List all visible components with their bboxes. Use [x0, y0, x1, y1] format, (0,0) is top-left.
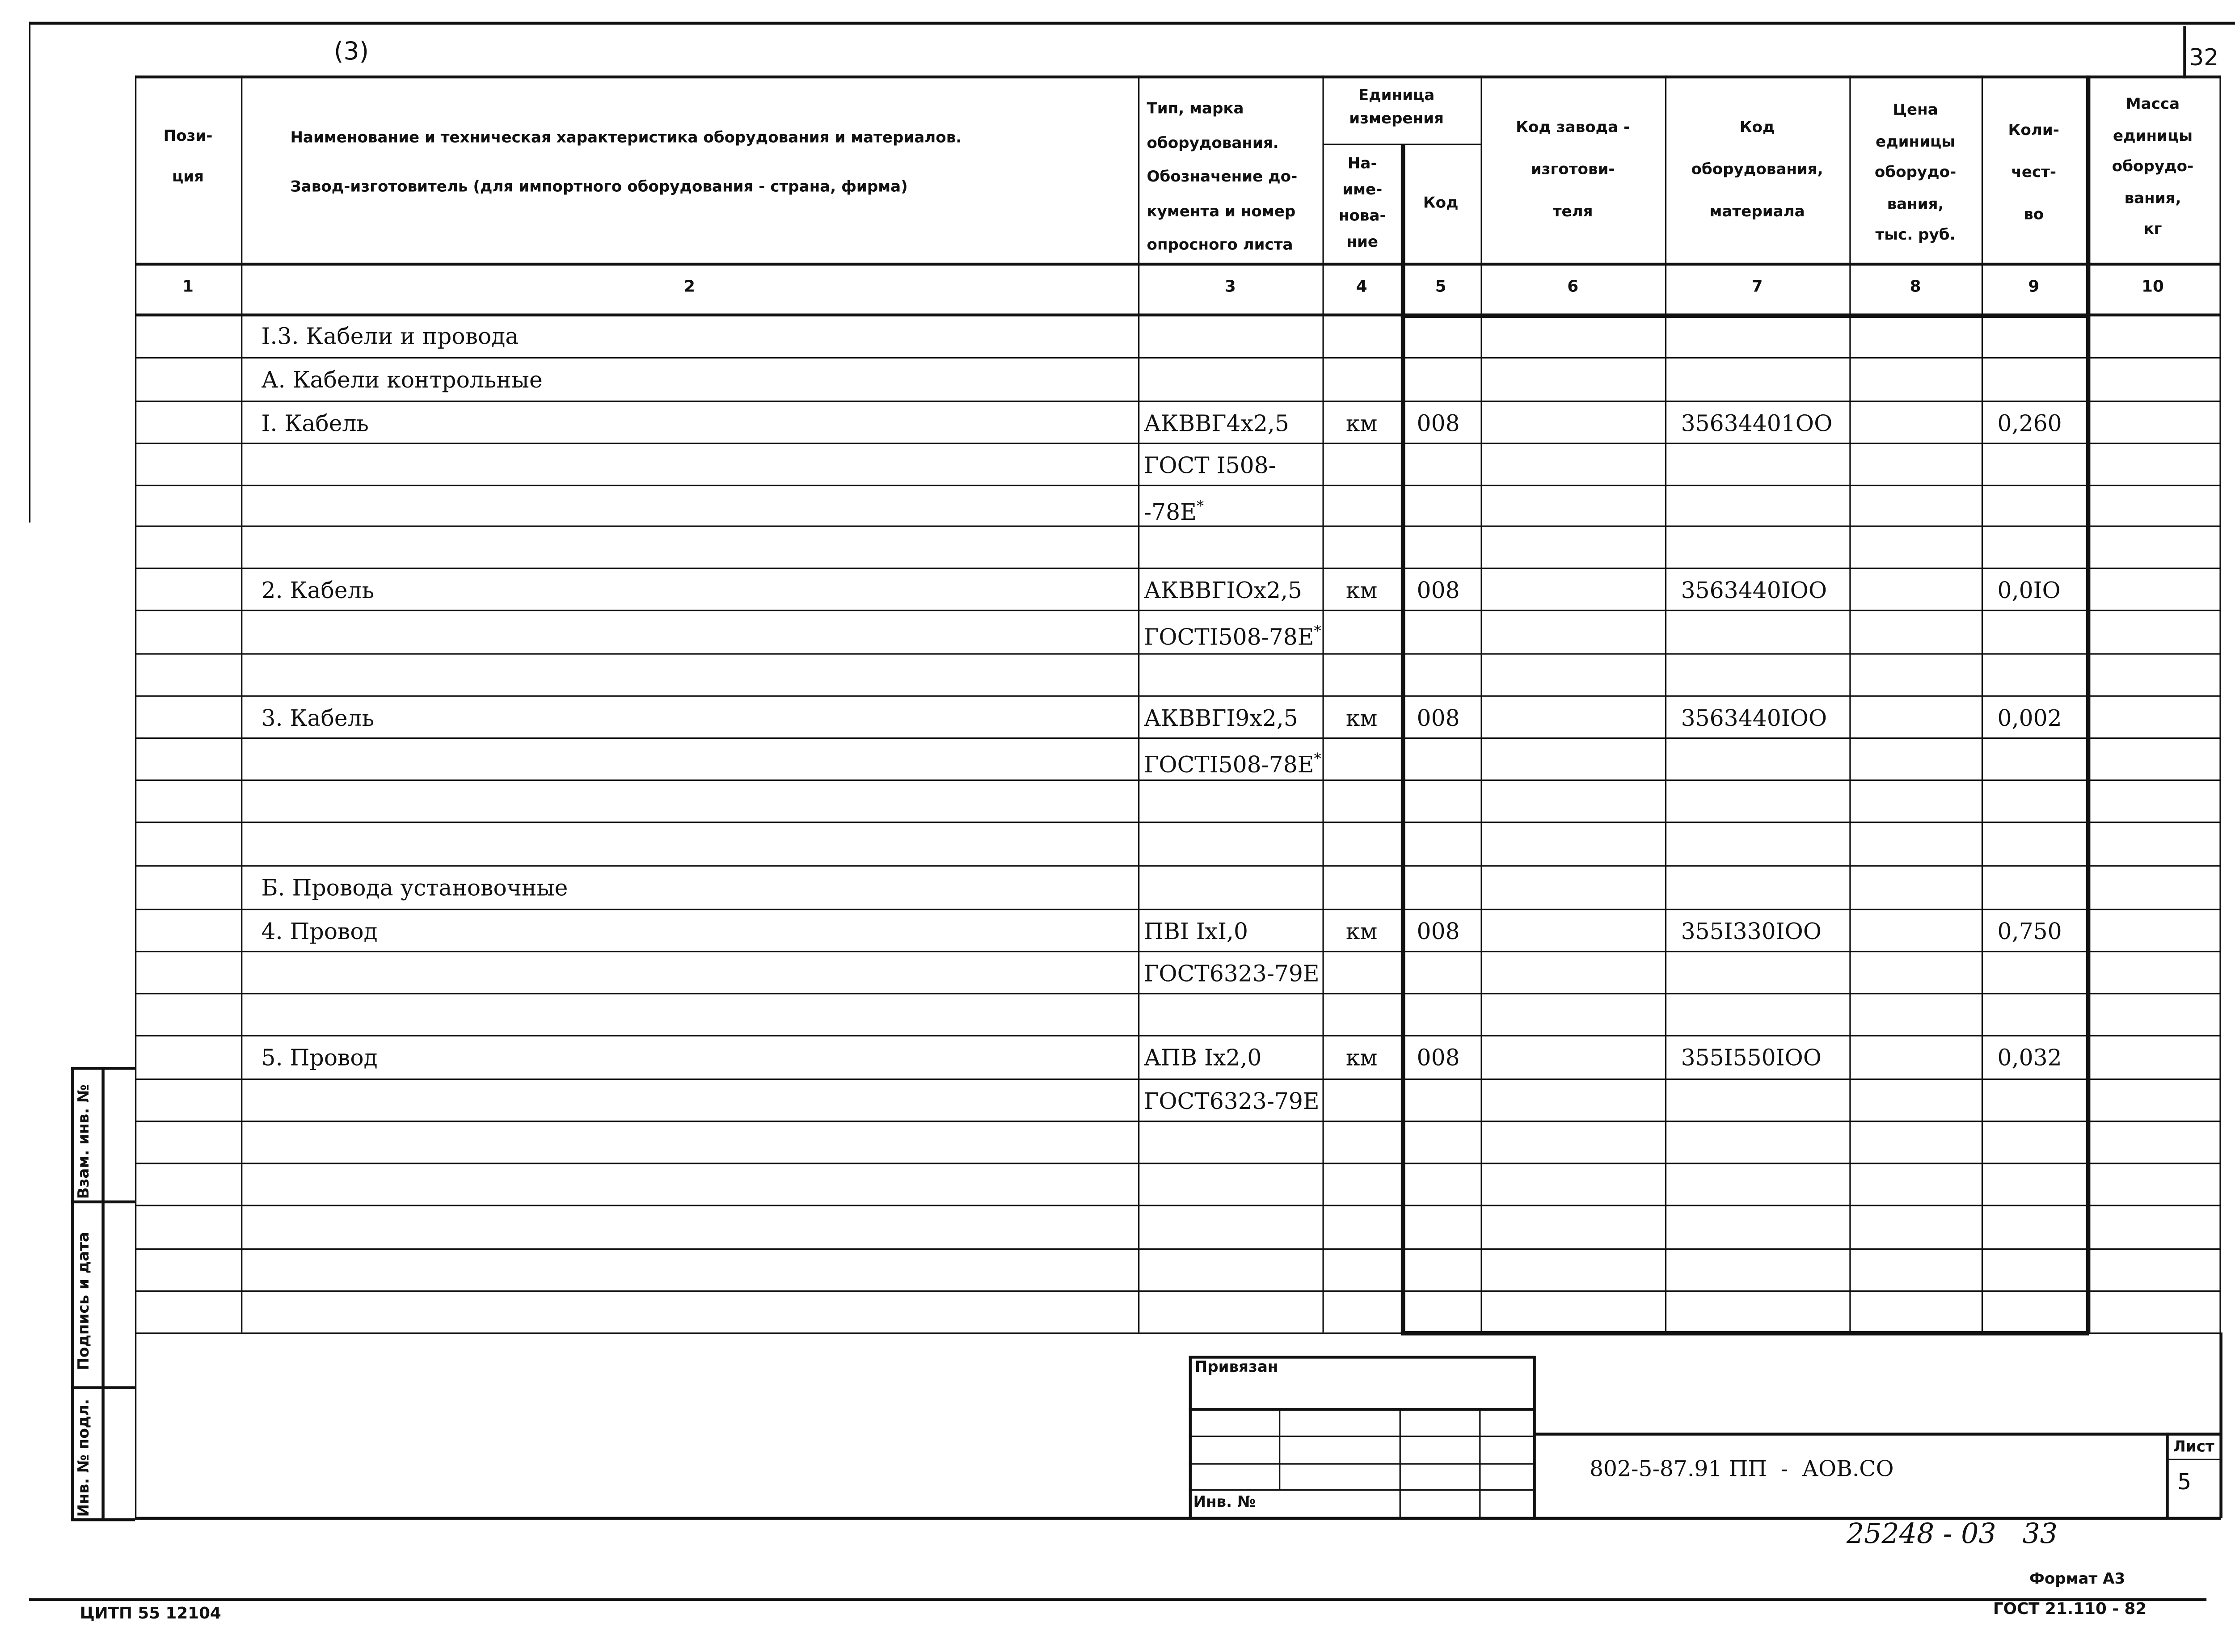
privyazan-top [1189, 1356, 1535, 1358]
row-line [135, 653, 2221, 654]
row-line [135, 400, 2221, 402]
handwritten-note: 25248 - 03 33 [1846, 1518, 2058, 1551]
row-name: Б. Провода установочные [261, 875, 568, 902]
column-number: 5 [1435, 277, 1446, 296]
stamp-left-line [71, 1067, 73, 1520]
sheet-box-sep [2166, 1459, 2221, 1460]
footer-left-code: ЦИТП 55 12104 [80, 1604, 221, 1623]
row-quantity: 0,0IО [1997, 577, 2061, 604]
page-number-box-line [2183, 26, 2185, 78]
row-type: ПВI IхI,0 [1144, 919, 1248, 945]
row-type: ГОСТI508-78Е* [1144, 752, 1321, 779]
row-quantity: 0,750 [1997, 919, 2062, 945]
row-line [135, 610, 2221, 611]
frame-top-line [29, 22, 2235, 24]
sheet-box-left [2166, 1433, 2168, 1518]
row-line [135, 695, 2221, 697]
row-quantity: 0,260 [1997, 411, 2062, 437]
bordered-block-top [1401, 313, 2089, 317]
column-number: 9 [2028, 277, 2040, 296]
header-unit-group: Единица измерения [1349, 87, 1444, 128]
row-material-code: 3563440IОО [1681, 577, 1827, 604]
table-top-line [135, 76, 2221, 78]
column-number: 2 [684, 277, 695, 296]
row-unit: км [1345, 411, 1378, 437]
stamp-sep-2 [71, 1386, 135, 1388]
document-code: 802-5-87.91 ПП - АОВ.СО [1590, 1456, 1894, 1482]
column-line [1982, 76, 1983, 1332]
stamp-inv-podl-label: Инв. № подл. [75, 1399, 93, 1517]
column-line [2086, 76, 2090, 1332]
header-name: Наименование и техническая характеристика оборудования и материалов. Завод-изготовитель (для импортного оборудования - страна, фирма) [290, 129, 962, 196]
stamp-podpis-label: Подпись и дата [75, 1231, 93, 1370]
header-factory-code: Код завода - изготови- теля [1516, 119, 1630, 221]
header-material-code: Код оборудования, материала [1691, 119, 1823, 221]
row-material-code: 3563440IОО [1681, 705, 1827, 732]
row-line [135, 909, 2221, 910]
row-line [135, 357, 2221, 358]
section-marker: (3) [333, 38, 369, 67]
row-type: АКВВГIОх2,5 [1144, 577, 1303, 604]
row-line [135, 1035, 2221, 1036]
row-line [135, 485, 2221, 486]
doc-code-top-line [1533, 1433, 2221, 1435]
header-position: Пози- ция [163, 127, 213, 186]
row-line [135, 1163, 2221, 1164]
frame-left-line [29, 22, 30, 523]
row-unit-code: 008 [1417, 919, 1460, 945]
title-block-right [2219, 1332, 2222, 1518]
header-quantity: Коли- чест- во [2008, 122, 2059, 224]
row-type: -78Е* [1144, 499, 1204, 526]
column-line [1480, 76, 1482, 1332]
header-unit-code: Код [1423, 194, 1459, 212]
row-name: 5. Провод [261, 1045, 378, 1071]
header-type: Тип, марка оборудования. Обозначение до- кумента и номер опросного листа [1147, 100, 1298, 254]
privyazan-row-4 [1189, 1489, 1535, 1491]
header-unit-name: На- име- нова- ние [1338, 155, 1386, 251]
privyazan-label: Привязан [1194, 1358, 1278, 1376]
header-price: Цена единицы оборудо- вания, тыс. руб. [1874, 101, 1957, 244]
page-number: 32 [2189, 43, 2219, 72]
row-line [135, 1121, 2221, 1122]
row-line [135, 865, 2221, 867]
row-type: АКВВГ4х2,5 [1144, 411, 1289, 437]
row-line [135, 442, 2221, 444]
row-name: А. Кабели контрольные [261, 367, 543, 394]
row-type: ГОСТ6323-79Е [1144, 1088, 1320, 1115]
column-number: 8 [1910, 277, 1921, 296]
row-line [135, 1290, 2221, 1292]
column-line [241, 76, 243, 1332]
bordered-block-bottom [1401, 1331, 2089, 1335]
privyazan-row-2 [1189, 1436, 1535, 1437]
row-unit-code: 008 [1417, 577, 1460, 604]
column-number: 10 [2142, 277, 2164, 296]
sheet-number: 5 [2177, 1469, 2192, 1495]
row-type: ГОСТ6323-79Е [1144, 961, 1320, 987]
row-material-code: 355I330IОО [1681, 919, 1822, 945]
row-line [135, 568, 2221, 569]
row-unit-code: 008 [1417, 705, 1460, 732]
row-type: ГОСТ I508- [1144, 453, 1276, 479]
row-unit: км [1345, 1045, 1378, 1071]
privyazan-col-1 [1279, 1408, 1280, 1489]
row-name: 2. Кабель [261, 577, 375, 604]
row-name: I. Кабель [261, 411, 369, 437]
stamp-sep-1 [71, 1201, 135, 1203]
sheet-label: Лист [2173, 1438, 2214, 1456]
column-line [1665, 76, 1667, 1332]
privyazan-col-2 [1400, 1408, 1401, 1518]
column-number: 1 [182, 277, 194, 296]
row-line [135, 1079, 2221, 1080]
row-unit: км [1345, 577, 1378, 604]
column-line [1849, 76, 1851, 1332]
row-material-code: 35634401ОО [1681, 411, 1833, 437]
header-mass: Масса единицы оборудо- вания, кг [2112, 96, 2194, 238]
stamp-top-line [71, 1067, 135, 1069]
row-quantity: 0,032 [1997, 1045, 2062, 1071]
row-name: I.3. Кабели и провода [261, 324, 519, 350]
row-type: ГОСТI508-78Е* [1144, 624, 1321, 651]
row-name: 3. Кабель [261, 705, 375, 732]
column-line [1138, 76, 1140, 1332]
row-line [135, 1248, 2221, 1250]
privyazan-row-3 [1189, 1463, 1535, 1464]
row-material-code: 355I550IОО [1681, 1045, 1822, 1071]
privyazan-col-3 [1479, 1408, 1480, 1518]
row-line [135, 822, 2221, 823]
stamp-vzam-label: Взам. инв. № [75, 1084, 93, 1199]
column-number: 4 [1356, 277, 1367, 296]
row-line [135, 1205, 2221, 1206]
row-line [135, 951, 2221, 952]
column-line [1401, 144, 1404, 1333]
row-type: АПВ Iх2,0 [1144, 1045, 1262, 1071]
inv-no-label: Инв. № [1193, 1493, 1256, 1511]
column-number: 6 [1567, 277, 1579, 296]
privyazan-row-1 [1189, 1408, 1535, 1410]
row-unit: км [1345, 919, 1378, 945]
column-number: 7 [1751, 277, 1763, 296]
row-type: АКВВГI9х2,5 [1144, 705, 1298, 732]
stamp-bottom-line [71, 1518, 135, 1521]
frame-bottom-line [29, 1598, 2206, 1600]
column-line [2219, 76, 2221, 1518]
row-name: 4. Провод [261, 919, 378, 945]
row-line [135, 738, 2221, 739]
row-unit: км [1345, 705, 1378, 732]
column-number: 3 [1224, 277, 1236, 296]
footer-right-code: ГОСТ 21.110 - 82 [1993, 1599, 2147, 1618]
row-line [135, 993, 2221, 994]
row-unit-code: 008 [1417, 411, 1460, 437]
row-unit-code: 008 [1417, 1045, 1460, 1071]
stamp-mid-line [101, 1067, 104, 1520]
format-label: Формат А3 [2029, 1570, 2125, 1588]
row-quantity: 0,002 [1997, 705, 2062, 732]
